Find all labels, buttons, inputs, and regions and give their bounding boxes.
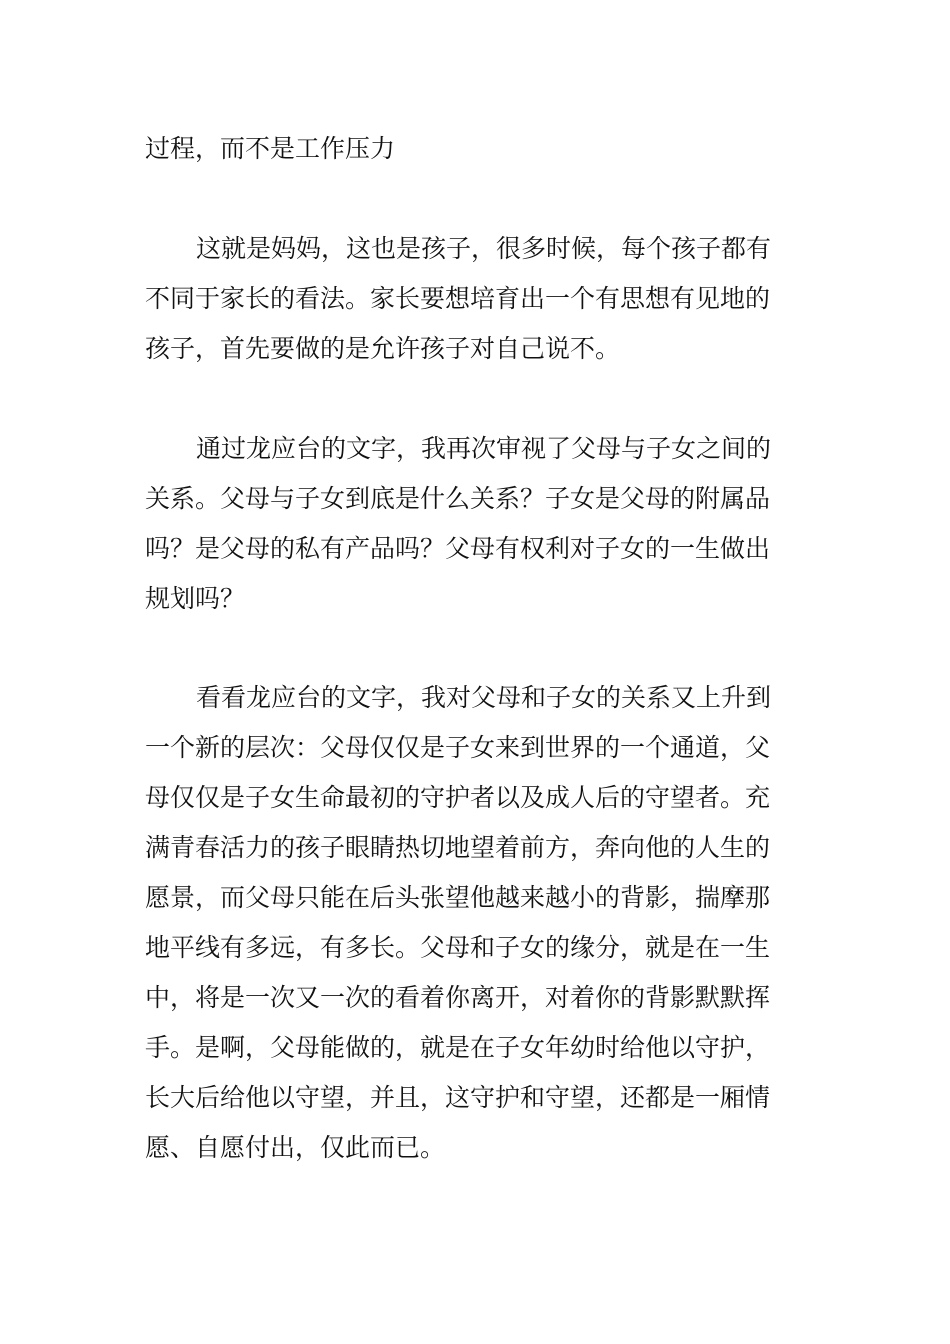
text-line: 孩子，首先要做的是允许孩子对自己说不。 [145,334,621,363]
text-line: 愿、自愿付出，仅此而已。 [145,1133,446,1162]
text-line: 一个新的层次：父母仅仅是子女来到世界的一个通道，父 [145,733,771,762]
paragraph-guardian-and-watcher [145,673,807,1173]
text-line: 中，将是一次又一次的看着你离开，对着你的背影默默挥 [145,983,771,1012]
text-line: 满青春活力的孩子眼睛热切地望着前方，奔向他的人生的 [145,833,771,862]
text-line: 愿景，而父母只能在后头张望他越来越小的背影，揣摩那 [145,883,771,912]
paragraph-parent-child-relationship [145,424,807,624]
text-line: 长大后给他以守望，并且，这守护和守望，还都是一厢情 [145,1083,771,1112]
text-line: 通过龙应台的文字，我再次审视了父母与子女之间的 [196,434,772,463]
paragraph-mother-and-child [145,224,807,374]
text-line: 过程，而不是工作压力 [145,134,396,163]
text-line: 地平线有多远，有多长。父母和子女的缘分，就是在一生 [145,933,771,962]
text-line: 吗？是父母的私有产品吗？父母有权利对子女的一生做出 [145,534,771,563]
text-line: 关系。父母与子女到底是什么关系？子女是父母的附属品 [145,484,771,513]
paragraph-fragment [145,124,807,174]
text-line: 规划吗？ [145,584,246,613]
text-line: 不同于家长的看法。家长要想培育出一个有思想有见地的 [145,284,771,313]
text-line: 母仅仅是子女生命最初的守护者以及成人后的守望者。充 [145,783,771,812]
text-line: 这就是妈妈，这也是孩子，很多时候，每个孩子都有 [196,234,772,263]
text-line: 看看龙应台的文字，我对父母和子女的关系又上升到 [196,683,772,712]
text-line: 手。是啊，父母能做的，就是在子女年幼时给他以守护， [145,1033,771,1062]
